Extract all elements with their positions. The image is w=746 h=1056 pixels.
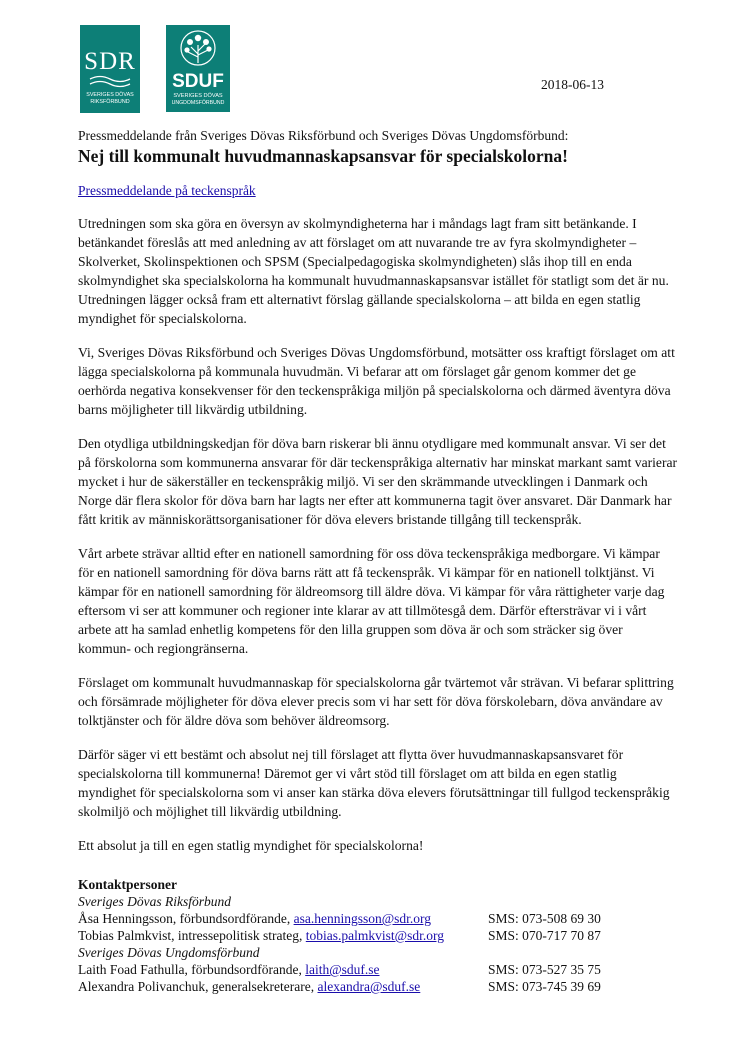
- press-date: 2018-06-13: [541, 77, 604, 92]
- contact-name-role: Laith Foad Fathulla, förbundsordförande,: [78, 962, 306, 977]
- paragraph-1: Utredningen som ska göra en översyn av skolmyndigheterna har i måndags lagt fram sitt betänkande. I betänkandet föreslås att med anledning av att förslaget om att nuvarande tre av fyra skolmyndigheter – Skolverket, Skolinspektionen och SPSM (Specialpedagogiska skolmyndigheten) slås ihop till en enda skolmyndighet ska specialskolorna ha kommunalt huvudmannaskapsansvar istället för statligt som det är nu. Utredningen lägger också fram ett alternativt förslag gällande specialskolorna – att bilda en egen statlig myndighet för specialskolorna.: [78, 216, 669, 326]
- paragraph-6: Därför säger vi ett bestämt och absolut nej till förslaget att flytta över huvudmannaskapsansvaret för specialskolorna till kommunerna! Däremot ger vi vårt stöd till förslaget om att bilda en egen statlig myndighet för specialskolorna som vi anser kan stärka döva elevers förutsättningar till fullgod teckenspråkig skolmiljö och möjlighet till likvärdig utbildning.: [78, 747, 670, 819]
- contact-sms: SMS: 073-745 39 69: [488, 979, 601, 994]
- contact-name-role: Tobias Palmkvist, intressepolitisk strateg,: [78, 928, 306, 943]
- sign-language-link[interactable]: Pressmeddelande på teckenspråk: [78, 183, 256, 198]
- paragraph-4: Vårt arbete strävar alltid efter en nationell samordning för oss döva teckenspråkiga medborgare. Vi kämpar för en nationell samordning för döva barns rätt att få teckenspråk. Vi kämpar för en nationell tolktjänst. Vi kämpar för en nationell samordning för äldreomsorg till äldre döva. Vi kämpar för våra rättigheter varje dag eftersom vi ser att kommuner och regioner inte klarar av att tillmötesgå dem. Därför eftersträvar vi i vårt arbete att ha samlad enhetlig kompetens för den lilla gruppen som döva är och som sträcker sig över kommun- och regiongränserna.: [78, 546, 665, 656]
- contact-row: [78, 961, 638, 978]
- contact-email-link[interactable]: tobias.palmkvist@sdr.org: [305, 928, 444, 943]
- contact-email-link[interactable]: alexandra@sduf.se: [317, 979, 421, 994]
- contact-sms: SMS: 073-527 35 75: [488, 962, 601, 977]
- sduf-logo: [166, 25, 230, 112]
- paragraph-2: Vi, Sveriges Dövas Riksförbund och Sveriges Dövas Ungdomsförbund, motsätter oss kraftigt förslaget om att lägga specialskolorna på kommunala huvudmän. Vi befarar att om förslaget går genom kommer det ge oerhörda negativa konsekvenser för den teckenspråkiga miljön på specialskolorna och därmed äventyra döva barns möjligheter till likvärdig utbildning.: [78, 345, 675, 417]
- contact-sms: SMS: 070-717 70 87: [488, 928, 601, 943]
- sdr-logo-subtitle-1: SVERIGES DÖVAS: [86, 92, 134, 98]
- contact-email-link[interactable]: asa.henningsson@sdr.org: [293, 911, 432, 926]
- sdr-logo-subtitle-2: RIKSFÖRBUND: [90, 99, 130, 105]
- contact-org-sduf: Sveriges Dövas Ungdomsförbund: [78, 945, 260, 960]
- sdr-logo: [80, 25, 140, 113]
- contact-email-link[interactable]: laith@sduf.se: [305, 962, 380, 977]
- contact-name-role: Alexandra Polivanchuk, generalsekreterare,: [78, 979, 318, 994]
- paragraph-7: Ett absolut ja till en egen statlig myndighet för specialskolorna!: [78, 838, 424, 853]
- press-body: [78, 214, 678, 870]
- sduf-logo-subtitle-2: UNGDOMSFÖRBUND: [171, 100, 225, 106]
- contact-row: [78, 910, 638, 927]
- press-intro: Pressmeddelande från Sveriges Dövas Riksförbund och Sveriges Dövas Ungdomsförbund:: [78, 128, 569, 143]
- contact-name-role: Åsa Henningsson, förbundsordförande,: [78, 911, 294, 926]
- sduf-logo-text: SDUF: [172, 71, 224, 92]
- sduf-logo-subtitle-1: SVERIGES DÖVAS: [173, 93, 223, 99]
- paragraph-5: Förslaget om kommunalt huvudmannaskap för specialskolorna går tvärtemot vår strävan. Vi befarar splittring och försämrade möjligheter för döva elever precis som vi har sett för döva förskolebarn, döva användare av tolktjänster och för äldre döva som behöver äldreomsorg.: [78, 675, 674, 728]
- sdr-logo-text: SDR: [84, 48, 136, 75]
- contact-row: [78, 927, 638, 944]
- press-headline: Nej till kommunalt huvudmannaskapsansvar för specialskolorna!: [78, 146, 568, 166]
- contact-org-sdr: Sveriges Dövas Riksförbund: [78, 894, 231, 909]
- contacts-title: Kontaktpersoner: [78, 877, 177, 892]
- paragraph-3: Den otydliga utbildningskedjan för döva barn riskerar bli ännu otydligare med kommunalt ansvar. Vi ser det på förskolorna som kommunerna ansvarar för där teckenspråkiga alternativ har minskat markant samt varierar mycket i hur de säkerställer en teckenspråkig miljö. Vi ser den skrämmande utvecklingen i Danmark och Norge där flera skolor för döva barn har lagts ner efter att kommunerna tagit över ansvaret. Där Danmark har fått kritik av människorättsorganisationer för döva elevers bristande tillgång till teckenspråk.: [78, 436, 678, 527]
- tree-icon: [181, 31, 215, 65]
- contact-sms: SMS: 073-508 69 30: [488, 911, 601, 926]
- contact-row: [78, 978, 638, 995]
- contact-section: [78, 876, 638, 995]
